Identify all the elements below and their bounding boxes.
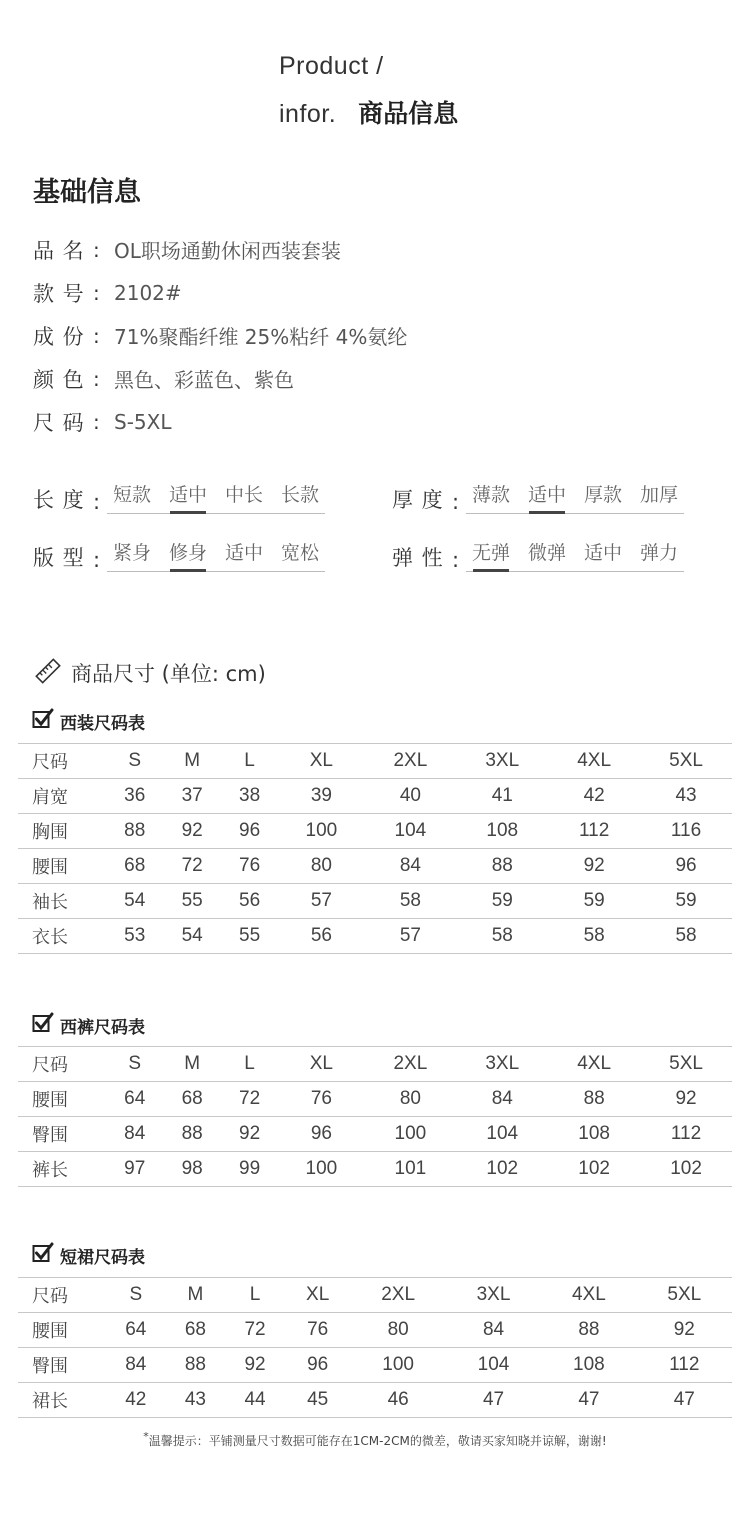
row-label-cell: 尺码 <box>18 1278 106 1313</box>
attr-label: 厚 度 <box>392 488 444 512</box>
row-label-cell: 裤长 <box>18 1152 106 1187</box>
table-cell: 36 <box>106 779 163 814</box>
table-cell: 104 <box>364 814 456 849</box>
table-cell: 96 <box>278 1117 364 1152</box>
info-value: S-5XL <box>114 409 172 434</box>
table-cell: 53 <box>106 919 163 954</box>
table-cell: 80 <box>278 849 364 884</box>
info-row-name <box>33 228 407 271</box>
table-row <box>18 779 732 814</box>
info-row-size <box>33 400 407 443</box>
checked-box-icon <box>32 708 54 734</box>
info-value: 71%聚酯纤维 25%粘纤 4%氨纶 <box>114 325 408 349</box>
checked-box-icon <box>32 1012 54 1038</box>
row-label-cell: 臀围 <box>18 1117 106 1152</box>
table-cell: 38 <box>221 779 278 814</box>
table-row <box>18 1313 732 1348</box>
table-cell: 88 <box>166 1348 226 1383</box>
table-cell: 58 <box>364 884 456 919</box>
info-colon: : <box>93 237 100 262</box>
table-cell: 4XL <box>541 1278 636 1313</box>
attr-option: 紧身 <box>113 542 152 564</box>
table-cell: 84 <box>364 849 456 884</box>
table-cell: 2XL <box>364 1047 456 1082</box>
pants-size-table <box>18 1046 732 1187</box>
table-cell: 68 <box>163 1082 220 1117</box>
table-cell: 3XL <box>456 744 548 779</box>
table-cell: 64 <box>106 1313 166 1348</box>
table-cell: 96 <box>221 814 278 849</box>
attr-option: 适中 <box>584 542 623 564</box>
table-row <box>18 1348 732 1383</box>
table-cell: 102 <box>640 1152 732 1187</box>
table-header-row <box>18 744 732 779</box>
table-cell: L <box>221 744 278 779</box>
row-label-cell: 衣长 <box>18 919 106 954</box>
jacket-size-table <box>18 743 732 954</box>
table-cell: 72 <box>163 849 220 884</box>
attr-colon: : <box>452 548 460 572</box>
table-cell: 92 <box>221 1117 278 1152</box>
table-cell: 2XL <box>350 1278 445 1313</box>
row-label-cell: 胸围 <box>18 814 106 849</box>
table-cell: 112 <box>637 1348 732 1383</box>
table-row <box>18 1383 732 1418</box>
table-cell: 88 <box>456 849 548 884</box>
attr-label: 版 型 <box>33 546 85 570</box>
table-cell: 37 <box>163 779 220 814</box>
table-cell: 43 <box>640 779 732 814</box>
table-cell: XL <box>278 744 364 779</box>
table-cell: 92 <box>640 1082 732 1117</box>
attr-option: 适中 <box>225 542 264 564</box>
info-label: 尺 码 <box>33 410 85 435</box>
table-cell: 80 <box>350 1313 445 1348</box>
table-cell: 108 <box>456 814 548 849</box>
table-cell: M <box>163 1047 220 1082</box>
attr-colon: : <box>452 490 460 514</box>
table-cell: 76 <box>285 1313 351 1348</box>
attr-label: 弹 性 <box>392 546 444 570</box>
info-value: OL职场通勤休闲西装套装 <box>114 239 341 263</box>
table-cell: 104 <box>446 1348 541 1383</box>
header-row2 <box>279 94 458 130</box>
header-en-line2: infor. <box>279 100 337 128</box>
attr-option: 宽松 <box>281 542 320 564</box>
table-cell: 42 <box>548 779 640 814</box>
table-cell: 54 <box>163 919 220 954</box>
table-cell: M <box>166 1278 226 1313</box>
table-cell: 108 <box>541 1348 636 1383</box>
info-colon: : <box>93 409 100 434</box>
attr-option-selected: 适中 <box>528 480 566 507</box>
table-cell: 84 <box>446 1313 541 1348</box>
table-cell: 59 <box>456 884 548 919</box>
table-cell: 46 <box>350 1383 445 1418</box>
table-cell: 68 <box>106 849 163 884</box>
skirt-table-heading <box>32 1242 145 1268</box>
table-cell: 84 <box>456 1082 548 1117</box>
pants-table-title: 西裤尺码表 <box>60 1017 145 1038</box>
skirt-size-table <box>18 1277 732 1418</box>
table-cell: M <box>163 744 220 779</box>
table-cell: 3XL <box>446 1278 541 1313</box>
table-cell: L <box>225 1278 285 1313</box>
table-header-row <box>18 1047 732 1082</box>
table-cell: 97 <box>106 1152 163 1187</box>
measurement-note <box>0 1430 750 1449</box>
attr-thickness <box>392 480 684 514</box>
table-cell: 3XL <box>456 1047 548 1082</box>
info-row-material <box>33 314 407 357</box>
table-cell: 64 <box>106 1082 163 1117</box>
info-label: 成 份 <box>33 324 85 349</box>
table-cell: 102 <box>456 1152 548 1187</box>
table-cell: 57 <box>364 919 456 954</box>
attr-label: 长 度 <box>33 488 85 512</box>
table-cell: 5XL <box>640 744 732 779</box>
table-cell: XL <box>278 1047 364 1082</box>
size-section-heading <box>35 658 266 688</box>
table-cell: 92 <box>637 1313 732 1348</box>
info-row-color <box>33 357 407 400</box>
table-cell: 112 <box>640 1117 732 1152</box>
table-cell: 102 <box>548 1152 640 1187</box>
table-cell: 104 <box>456 1117 548 1152</box>
table-row <box>18 1082 732 1117</box>
attr-option: 厚款 <box>584 484 623 506</box>
row-label-cell: 臀围 <box>18 1348 106 1383</box>
table-cell: S <box>106 744 163 779</box>
row-label-cell: 尺码 <box>18 1047 106 1082</box>
jacket-table-heading <box>32 708 145 734</box>
info-label: 颜 色 <box>33 367 85 392</box>
attr-colon: : <box>93 548 101 572</box>
attr-elasticity <box>392 538 684 572</box>
table-cell: 88 <box>163 1117 220 1152</box>
info-label: 品 名 <box>33 238 85 263</box>
table-cell: 96 <box>640 849 732 884</box>
table-cell: 58 <box>456 919 548 954</box>
skirt-table-title: 短裙尺码表 <box>60 1247 145 1268</box>
table-cell: 112 <box>548 814 640 849</box>
row-label-cell: 腰围 <box>18 1313 106 1348</box>
attr-length <box>33 480 325 514</box>
table-cell: 99 <box>221 1152 278 1187</box>
row-label-cell: 腰围 <box>18 849 106 884</box>
table-cell: 43 <box>166 1383 226 1418</box>
table-cell: 55 <box>221 919 278 954</box>
checked-box-icon <box>32 1242 54 1268</box>
table-cell: 76 <box>221 849 278 884</box>
table-cell: 59 <box>548 884 640 919</box>
table-cell: 5XL <box>640 1047 732 1082</box>
table-row <box>18 814 732 849</box>
table-cell: 4XL <box>548 744 640 779</box>
table-cell: 40 <box>364 779 456 814</box>
table-cell: 100 <box>278 814 364 849</box>
table-cell: 96 <box>285 1348 351 1383</box>
ruler-icon <box>35 658 61 688</box>
table-cell: S <box>106 1278 166 1313</box>
table-cell: S <box>106 1047 163 1082</box>
table-cell: 76 <box>278 1082 364 1117</box>
table-cell: 108 <box>548 1117 640 1152</box>
info-value: 黑色、彩蓝色、紫色 <box>114 368 294 392</box>
note-text: 温馨提示：平铺测量尺寸数据可能存在1CM-2CM的微差，敬请买家知晓并谅解，谢谢! <box>148 1434 607 1448</box>
attr-option: 长款 <box>281 484 320 506</box>
attr-option: 弹力 <box>640 542 679 564</box>
table-header-row <box>18 1278 732 1313</box>
table-cell: 92 <box>548 849 640 884</box>
table-cell: 47 <box>446 1383 541 1418</box>
table-cell: 88 <box>541 1313 636 1348</box>
table-row <box>18 849 732 884</box>
info-row-style-no <box>33 271 407 314</box>
table-cell: 47 <box>541 1383 636 1418</box>
table-cell: 92 <box>225 1348 285 1383</box>
table-cell: 88 <box>548 1082 640 1117</box>
note-mark: * <box>143 1430 149 1443</box>
table-cell: 72 <box>225 1313 285 1348</box>
table-cell: 84 <box>106 1348 166 1383</box>
table-cell: 2XL <box>364 744 456 779</box>
table-cell: 45 <box>285 1383 351 1418</box>
attr-options <box>466 538 684 572</box>
table-cell: 100 <box>278 1152 364 1187</box>
row-label-cell: 尺码 <box>18 744 106 779</box>
table-cell: 98 <box>163 1152 220 1187</box>
attr-option-selected: 适中 <box>169 480 207 507</box>
info-colon: : <box>93 280 100 305</box>
table-cell: 116 <box>640 814 732 849</box>
page-header <box>279 50 458 130</box>
table-cell: 100 <box>350 1348 445 1383</box>
table-cell: 41 <box>456 779 548 814</box>
table-cell: XL <box>285 1278 351 1313</box>
attr-options <box>107 480 325 514</box>
table-row <box>18 919 732 954</box>
attr-option-selected: 修身 <box>169 538 207 565</box>
table-cell: 5XL <box>637 1278 732 1313</box>
table-cell: 55 <box>163 884 220 919</box>
table-cell: 56 <box>221 884 278 919</box>
table-cell: 72 <box>221 1082 278 1117</box>
table-cell: 59 <box>640 884 732 919</box>
basic-info-list <box>33 228 407 443</box>
attr-option: 加厚 <box>640 484 679 506</box>
table-cell: 80 <box>364 1082 456 1117</box>
table-cell: 88 <box>106 814 163 849</box>
table-cell: 84 <box>106 1117 163 1152</box>
table-cell: 101 <box>364 1152 456 1187</box>
header-cn-title: 商品信息 <box>358 94 458 130</box>
attr-fit <box>33 538 325 572</box>
table-cell: 92 <box>163 814 220 849</box>
table-cell: 42 <box>106 1383 166 1418</box>
table-cell: 47 <box>637 1383 732 1418</box>
attr-option: 中长 <box>225 484 264 506</box>
jacket-table-title: 西装尺码表 <box>60 713 145 734</box>
info-colon: : <box>93 366 100 391</box>
attr-options <box>107 538 325 572</box>
info-label: 款 号 <box>33 281 85 306</box>
table-cell: 44 <box>225 1383 285 1418</box>
row-label-cell: 腰围 <box>18 1082 106 1117</box>
attr-colon: : <box>93 490 101 514</box>
table-cell: 56 <box>278 919 364 954</box>
attr-option: 短款 <box>113 484 152 506</box>
table-cell: 57 <box>278 884 364 919</box>
table-row <box>18 1152 732 1187</box>
row-label-cell: 肩宽 <box>18 779 106 814</box>
header-en-line1: Product / <box>279 52 384 80</box>
table-row <box>18 1117 732 1152</box>
row-label-cell: 裙长 <box>18 1383 106 1418</box>
attr-option: 微弹 <box>528 542 567 564</box>
table-row <box>18 884 732 919</box>
table-cell: 68 <box>166 1313 226 1348</box>
table-cell: 39 <box>278 779 364 814</box>
basic-info-title: 基础信息 <box>33 177 141 208</box>
info-value: 2102# <box>114 280 182 305</box>
table-cell: 58 <box>548 919 640 954</box>
size-section-title: 商品尺寸 (单位: cm) <box>71 662 266 686</box>
table-cell: 4XL <box>548 1047 640 1082</box>
table-cell: 54 <box>106 884 163 919</box>
pants-table-heading <box>32 1012 145 1038</box>
attr-option: 薄款 <box>472 484 511 506</box>
row-label-cell: 袖长 <box>18 884 106 919</box>
table-cell: L <box>221 1047 278 1082</box>
attr-options <box>466 480 684 514</box>
info-colon: : <box>93 323 100 348</box>
attr-option-selected: 无弹 <box>472 538 510 565</box>
table-cell: 100 <box>364 1117 456 1152</box>
table-cell: 58 <box>640 919 732 954</box>
